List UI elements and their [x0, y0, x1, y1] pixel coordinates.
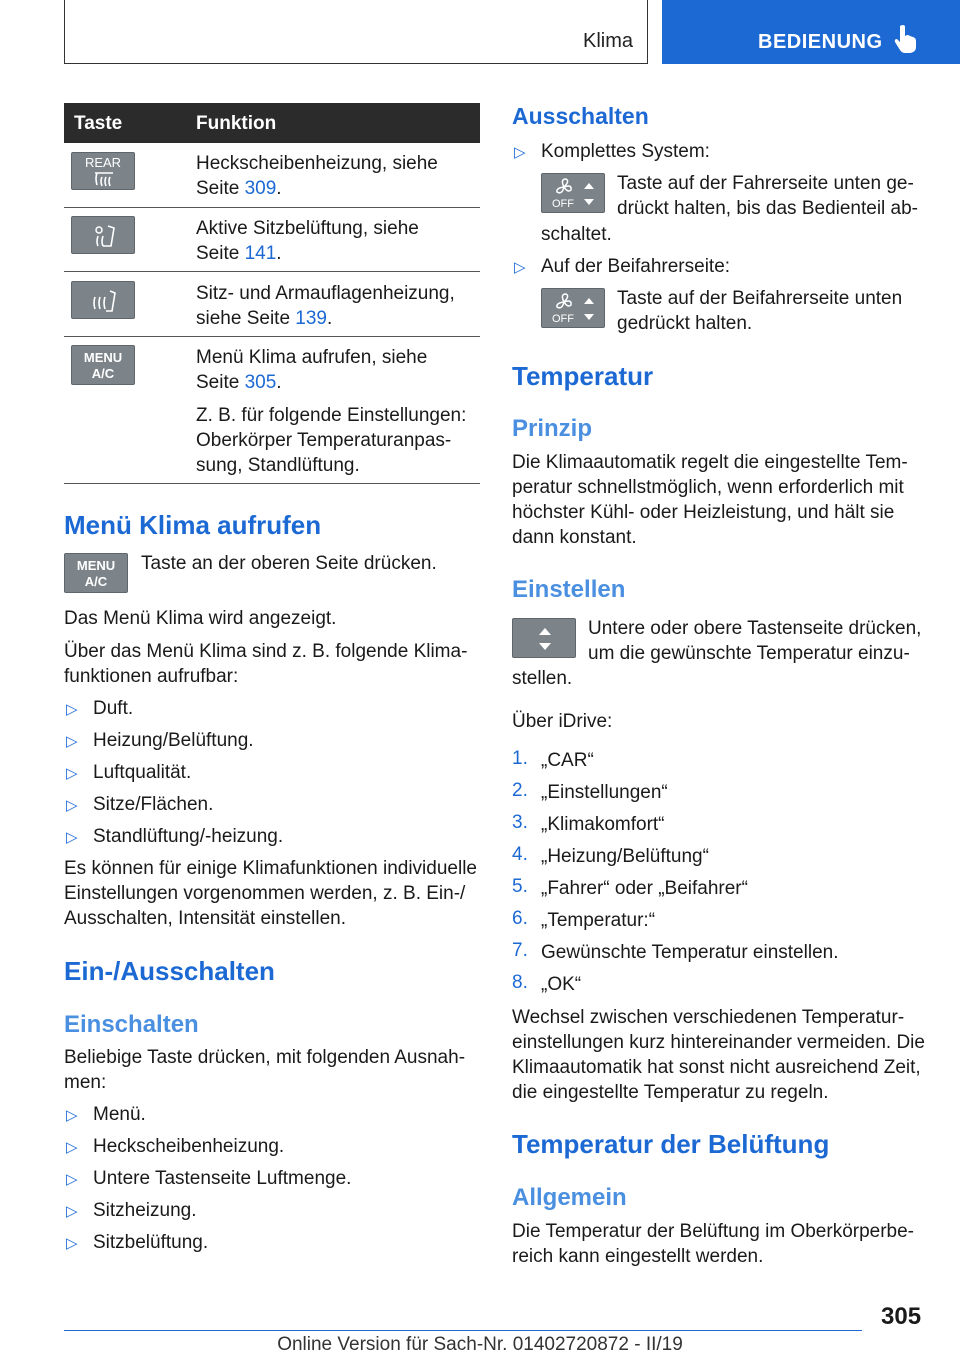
- seat-ventilation-key-icon: [71, 216, 135, 254]
- step-number: 3.: [512, 812, 528, 833]
- menu-ac-key-icon: MENU A/C: [71, 345, 135, 385]
- page-link[interactable]: 309: [244, 178, 277, 199]
- step-number: 6.: [512, 908, 528, 929]
- fan-off-key-icon: OFF: [541, 173, 605, 213]
- list-item: Standlüftung/-heizung.: [93, 826, 284, 847]
- subsection-title: Einstellen: [512, 576, 626, 603]
- paragraph: Über iDrive:: [512, 711, 613, 732]
- list-item: Sitzbelüftung.: [93, 1232, 209, 1253]
- bullet-triangle-icon: ▷: [514, 259, 526, 276]
- list-item: Menü.: [93, 1104, 146, 1125]
- footer-text: Online Version für Sach-Nr. 01402720872 - II/19: [277, 1334, 683, 1355]
- list-item: Heckscheibenheizung.: [93, 1136, 285, 1157]
- paragraph: Die Klimaautomatik regelt die eingestellte Tem- peratur schnellstmöglich, wenn erforderlich mit höchster Kühl- oder Heizleistung, und hält sie dann konstant.: [512, 452, 908, 548]
- section-title: Temperatur: [512, 361, 654, 391]
- table-divider: [64, 336, 480, 337]
- step-text: „Klimakomfort“: [541, 814, 665, 835]
- bullet-triangle-icon: ▷: [514, 144, 526, 161]
- bullet-triangle-icon: ▷: [66, 797, 78, 814]
- bullet-triangle-icon: ▷: [66, 1171, 78, 1188]
- step-number: 8.: [512, 972, 528, 993]
- page-link[interactable]: 141: [244, 243, 277, 264]
- bullet-triangle-icon: ▷: [66, 765, 78, 782]
- header-section-title: Klima: [582, 30, 633, 52]
- table-header: [64, 103, 480, 143]
- pointing-hand-icon: [894, 24, 918, 54]
- table-row-function: Heckscheibenheizung, siehe Seite 309.: [196, 153, 438, 199]
- step-text: Gewünschte Temperatur einstellen.: [541, 942, 839, 963]
- subsection-title: Einschalten: [64, 1011, 199, 1038]
- section-title: Temperatur der Belüftung: [512, 1129, 830, 1159]
- list-item: Untere Tastenseite Luftmenge.: [93, 1168, 352, 1189]
- bullet-triangle-icon: ▷: [66, 733, 78, 750]
- step-text: „Einstellungen“: [541, 782, 668, 803]
- paragraph: Es können für einige Klimafunktionen individuelle Einstellungen vorgenommen werden, z. B. Ein-/ Ausschalten, Intensität einstellen.: [64, 858, 477, 929]
- list-item: Luftqualität.: [93, 762, 192, 783]
- bullet-triangle-icon: ▷: [66, 1139, 78, 1156]
- step-number: 1.: [512, 748, 528, 769]
- step-text: „Temperatur:“: [541, 910, 656, 931]
- section-title: Ein-/Ausschalten: [64, 956, 275, 986]
- page-number: 305: [881, 1303, 922, 1330]
- step-number: 7.: [512, 940, 528, 961]
- list-item: Auf der Beifahrerseite:: [541, 256, 731, 277]
- seat-heat-icon: [90, 287, 118, 315]
- bullet-triangle-icon: ▷: [66, 829, 78, 846]
- list-item: Sitzheizung.: [93, 1200, 197, 1221]
- bullet-triangle-icon: ▷: [66, 1235, 78, 1252]
- list-item: Sitze/Flächen.: [93, 794, 214, 815]
- step-number: 4.: [512, 844, 528, 865]
- bullet-triangle-icon: ▷: [66, 1107, 78, 1124]
- table-header-function: Funktion: [196, 113, 277, 134]
- step-number: 2.: [512, 780, 528, 801]
- table-row-function: Sitz- und Armauflagenheizung, siehe Seite 139.: [196, 283, 455, 329]
- up-down-arrows-icon: [535, 624, 555, 654]
- step-text: „Fahrer“ oder „Beifahrer“: [541, 878, 748, 899]
- subsection-title: Allgemein: [512, 1184, 627, 1211]
- header-chapter-tab: [662, 0, 960, 64]
- section-title: Menü Klima aufrufen: [64, 510, 322, 540]
- table-divider: [64, 271, 480, 272]
- page-link[interactable]: 139: [295, 308, 327, 329]
- table-row-function: Aktive Sitzbelüftung, siehe Seite 141.: [196, 218, 419, 264]
- step-number: 5.: [512, 876, 528, 897]
- page-link[interactable]: 305: [244, 372, 277, 393]
- step-text: „Heizung/Belüftung“: [541, 846, 709, 867]
- paragraph: stellen.: [512, 668, 573, 689]
- bullet-triangle-icon: ▷: [66, 1203, 78, 1220]
- table-row-function: Menü Klima aufrufen, siehe Seite 305. Z. B. für folgende Einstellungen: Oberkörper Temperaturanpas- sung, Standlüftung.: [196, 347, 467, 476]
- fan-off-key-icon: OFF: [541, 288, 605, 328]
- key-description: Untere oder obere Tastenseite drücken, um die gewünschte Temperatur einzu-: [588, 618, 922, 664]
- list-item: Heizung/Belüftung.: [93, 730, 254, 751]
- paragraph: Wechsel zwischen verschiedenen Temperatur- einstellungen kurz hintereinander vermeiden. Die Klimaautomatik hat sonst nicht ausreichend Zeit, die eingestellte Temperatur zu regeln.: [512, 1007, 925, 1103]
- seat-heating-key-icon: [71, 281, 135, 319]
- step-text: „CAR“: [541, 750, 594, 771]
- subsection-title: Prinzip: [512, 415, 593, 442]
- rear-defrost-key-icon: REAR: [71, 152, 135, 190]
- paragraph: Über das Menü Klima sind z. B. folgende Klima- funktionen aufrufbar:: [64, 641, 468, 687]
- bullet-triangle-icon: ▷: [66, 701, 78, 718]
- list-item: Duft.: [93, 698, 134, 719]
- list-item: Komplettes System:: [541, 141, 710, 162]
- paragraph: Das Menü Klima wird angezeigt.: [64, 608, 337, 629]
- paragraph: schaltet.: [541, 224, 612, 245]
- subsection-title: Ausschalten: [512, 103, 649, 129]
- step-text: „OK“: [541, 974, 582, 995]
- table-divider: [64, 207, 480, 208]
- paragraph: Die Temperatur der Belüftung im Oberkörperbe- reich kann eingestellt werden.: [512, 1221, 915, 1267]
- header-section-box: [64, 0, 648, 64]
- key-description: Taste auf der Fahrerseite unten ge- drückt halten, bis das Bedienteil ab-: [617, 173, 919, 219]
- temperature-updown-key-icon: [512, 618, 576, 658]
- table-divider: [64, 483, 480, 484]
- paragraph: Beliebige Taste drücken, mit folgenden Ausnah- men:: [64, 1047, 466, 1093]
- menu-ac-key-icon: MENU A/C: [64, 553, 128, 593]
- footer-divider: [64, 1330, 862, 1331]
- key-description: Taste auf der Beifahrerseite unten gedrückt halten.: [617, 288, 903, 334]
- heat-waves-icon: [94, 171, 114, 187]
- header-chapter-title: BEDIENUNG: [758, 31, 883, 53]
- table-header-key: Taste: [74, 113, 123, 134]
- seat-fan-icon: [90, 222, 118, 250]
- key-description: Taste an der oberen Seite drücken.: [141, 553, 437, 574]
